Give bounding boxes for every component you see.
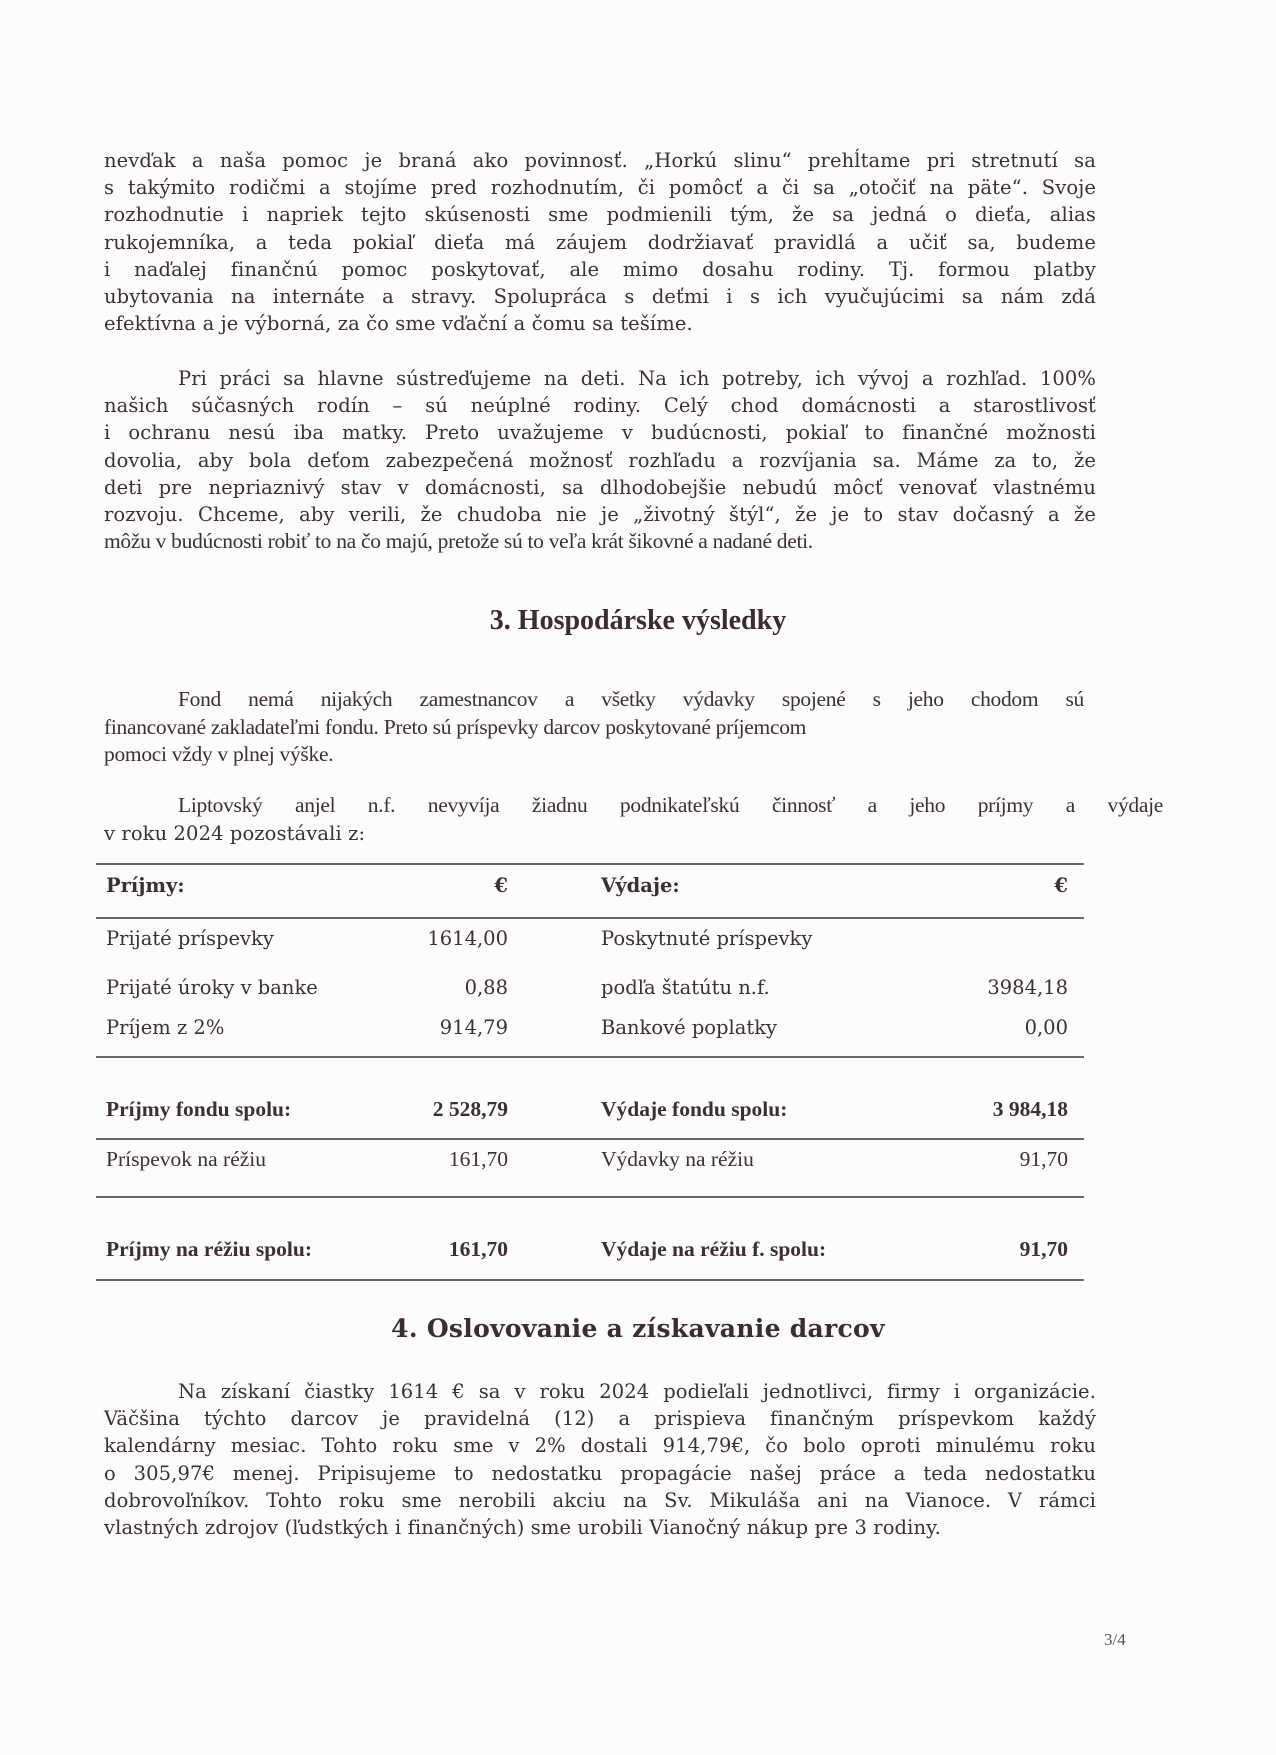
text-line: nevďak a naša pomoc je braná ako povinnosť. „Horkú slinu“ prehĺtame pri stretnutí sa (104, 149, 1096, 172)
text-line: rozvoju. Chceme, aby verili, že chudoba nie je „životný štýl“, že je to stav dočasný a že (104, 503, 1096, 527)
paragraph-income-expenses-intro (104, 792, 1163, 847)
table-rule (96, 1196, 1084, 1198)
expense-label: Bankové poplatky (601, 1016, 778, 1039)
text-line: deti pre nepriaznivý stav v domácnosti, sa dlhodobejšie nebudú môcť venovať vlastnému (104, 475, 1096, 499)
overhead-expense-total-label: Výdaje na réžiu f. spolu: (601, 1237, 827, 1261)
text-line: môžu v budúcnosti robiť to na čo majú, pretože sú to veľa krát šikovné a nadané deti. (104, 529, 813, 554)
paragraph-fund-expenses (104, 686, 1084, 769)
income-value: 1614,00 (427, 927, 508, 950)
text-line: ubytovania na internáte a stravy. Spolupráca s deťmi i s ich vyučujúcimi sa nám zdá (104, 285, 1096, 309)
expense-label: Poskytnuté príspevky (601, 927, 813, 950)
text-line: s takýmito rodičmi a stojíme pred rozhodnutím, či pomôcť a či sa „otočiť na päte“. Svoje (104, 176, 1096, 200)
table-rule (96, 1279, 1084, 1281)
overhead-expense-value: 91,70 (1019, 1147, 1068, 1171)
text-line: i naďalej finančnú pomoc poskytovať, ale mimo dosahu rodiny. Tj. formou platby (104, 257, 1096, 281)
text-line: Na získaní čiastky 1614 € sa v roku 2024 podieľali jednotlivci, firmy i organizácie. (178, 1380, 1096, 1403)
income-currency: € (494, 874, 508, 897)
expense-currency: € (1054, 874, 1068, 897)
expense-total-value: 3 984,18 (992, 1097, 1068, 1121)
income-header: Príjmy: (106, 874, 185, 897)
text-line: dobrovoľníkov. Tohto roku sme nerobili akciu na Sv. Mikuláša ani na Vianoce. V rámci (104, 1488, 1096, 1512)
income-value: 914,79 (439, 1016, 508, 1039)
text-line: efektívna a je výborná, za čo sme vďační a čomu sa tešíme. (104, 312, 693, 336)
text-line: dovolia, aby bola deťom zabezpečená možnosť rozhľadu a rozvíjania sa. Máme za to, že (104, 448, 1096, 472)
text-line: o 305,97€ menej. Pripisujeme to nedostatku propagácie našej práce a teda nedostatku (104, 1461, 1096, 1485)
income-total-value: 2 528,79 (432, 1097, 508, 1121)
income-label: Prijaté príspevky (106, 927, 274, 950)
text-line: pomoci vždy v plnej výške. (104, 742, 334, 766)
overhead-expense-total-value: 91,70 (1019, 1237, 1068, 1261)
text-line: kalendárny mesiac. Tohto roku sme v 2% dostali 914,79€, čo bolo oproti minulému roku (104, 1434, 1096, 1458)
text-line: rukojemníka, a teda pokiaľ dieťa má záujem dodržiavať pravidlá a učiť sa, budeme (104, 230, 1096, 254)
table-rule (96, 1138, 1084, 1140)
text-line: Pri práci sa hlavne sústreďujeme na deti. Na ich potreby, ich vývoj a rozhľad. 100% (178, 367, 1096, 390)
table-rule (96, 1056, 1084, 1058)
overhead-income-label: Príspevok na réžiu (106, 1147, 267, 1171)
paragraph-donors (104, 1378, 1096, 1541)
paragraph-continuation (104, 147, 1096, 337)
section-heading-economic-results: 3. Hospodárske výsledky (489, 605, 787, 636)
text-line: Väčšina týchto darcov je pravidelná (12) a prispieva finančným príspevkom každý (104, 1407, 1096, 1431)
overhead-income-value: 161,70 (448, 1147, 508, 1171)
overhead-expense-label: Výdavky na réžiu (601, 1147, 754, 1171)
income-total-label: Príjmy fondu spolu: (106, 1097, 292, 1121)
text-line: Fond nemá nijakých zamestnancov a všetky výdavky spojené s jeho chodom sú (178, 687, 1084, 711)
text-line: financované zakladateľmi fondu. Preto sú príspevky darcov poskytované príjemcom (104, 714, 807, 739)
page-number: 3/4 (1104, 1630, 1126, 1649)
text-line: Liptovský anjel n.f. nevyvíja žiadnu podnikateľskú činnosť a jeho príjmy a výdaje (178, 793, 1163, 817)
expense-total-label: Výdaje fondu spolu: (601, 1097, 788, 1121)
text-line: vlastných zdrojov (ľudstkých i finančných) sme urobili Vianočný nákup pre 3 rodiny. (104, 1516, 941, 1540)
text-line: v roku 2024 pozostávali z: (104, 821, 366, 845)
section-heading-donors: 4. Oslovovanie a získavanie darcov (391, 1314, 885, 1343)
income-value: 0,88 (464, 976, 508, 999)
paragraph-focus-on-children (104, 365, 1096, 556)
table-rule (96, 863, 1084, 865)
text-line: našich súčasných rodín – sú neúplné rodiny. Celý chod domácnosti a starostlivosť (104, 394, 1096, 418)
expense-label: podľa štatútu n.f. (601, 976, 770, 999)
expense-value: 3984,18 (987, 976, 1068, 999)
table-rule (96, 917, 1084, 919)
income-label: Prijaté úroky v banke (106, 976, 318, 999)
text-line: rozhodnutie i napriek tejto skúsenosti sme podmienili tým, že sa jedná o dieťa, alias (104, 203, 1096, 227)
overhead-income-total-label: Príjmy na réžiu spolu: (106, 1237, 313, 1261)
overhead-income-total-value: 161,70 (448, 1237, 508, 1261)
income-label: Príjem z 2% (106, 1016, 225, 1039)
text-line: i ochranu nesú iba matky. Preto uvažujeme v budúcnosti, pokiaľ to finančné možnosti (104, 421, 1096, 445)
expense-value: 0,00 (1024, 1016, 1068, 1039)
expense-header: Výdaje: (601, 874, 680, 897)
